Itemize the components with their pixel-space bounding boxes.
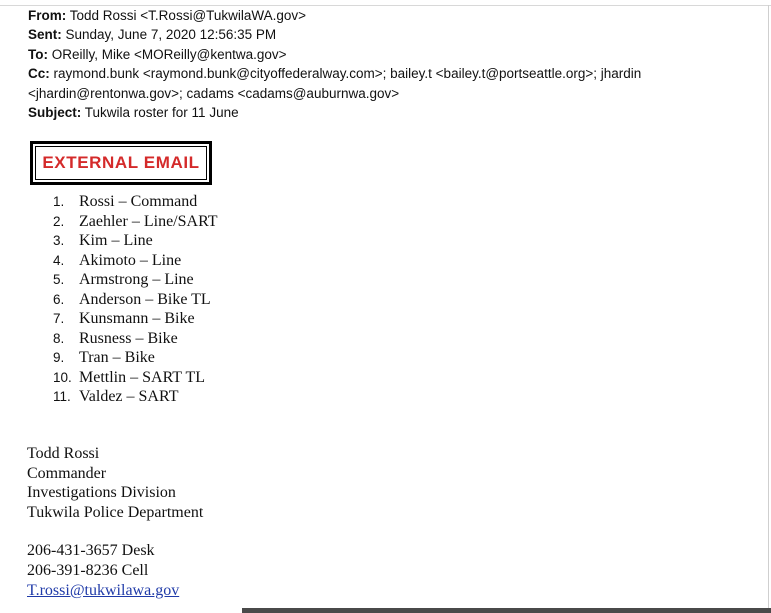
- external-email-banner: [30, 141, 212, 185]
- signature-name: Todd Rossi: [27, 445, 100, 462]
- signature-phone-cell: 206-391-8236 Cell: [27, 561, 149, 579]
- subject-line: [28, 103, 763, 122]
- roster-entry: Rossi – Command: [79, 193, 198, 210]
- signature-title: Commander: [27, 464, 107, 482]
- to-line: [28, 45, 763, 64]
- cc-line: [28, 64, 763, 83]
- roster-entry: Tran – Bike: [79, 349, 155, 366]
- email-header: [28, 6, 763, 122]
- roster-number: 6.: [53, 291, 65, 307]
- sent-label: Sent:: [28, 27, 62, 43]
- roster-number: 11.: [53, 389, 71, 404]
- cc-value-line1: raymond.bunk <raymond.bunk@cityoffederalway.com>; bailey.t <bailey.t@portseattle.org>; jhardin: [53, 66, 642, 82]
- from-value: Todd Rossi <T.Rossi@TukwilaWA.gov>: [69, 8, 307, 23]
- roster-number: 5.: [53, 272, 65, 287]
- roster-entry: Kunsmann – Bike: [79, 310, 195, 327]
- roster-item: [53, 348, 218, 368]
- roster-number: 8.: [53, 330, 65, 346]
- signature-phone-desk: 206-431-3657 Desk: [27, 542, 155, 560]
- roster-item: [53, 309, 218, 329]
- cc-line-continued: [28, 84, 763, 103]
- sent-line: [28, 25, 763, 44]
- sent-value: Sunday, June 7, 2020 12:56:35 PM: [65, 27, 277, 43]
- bottom-scroll-bar: [242, 608, 771, 613]
- roster-item: [53, 251, 218, 271]
- to-label: To:: [28, 46, 48, 62]
- roster-number: 10.: [53, 369, 72, 385]
- subject-label: Subject:: [28, 105, 82, 121]
- roster-entry: Mettlin – SART TL: [79, 368, 206, 386]
- from-label: From:: [28, 8, 67, 23]
- external-email-text: EXTERNAL EMAIL: [42, 153, 200, 172]
- signature-division: Investigations Division: [27, 484, 176, 502]
- signature-spacer: [27, 522, 203, 541]
- roster-item: [53, 329, 218, 349]
- right-divider: [768, 5, 769, 608]
- roster-entry: Rusness – Bike: [79, 329, 178, 347]
- cc-label: Cc:: [28, 66, 50, 82]
- roster-item: [53, 290, 218, 310]
- roster-item: [53, 270, 218, 290]
- subject-value: Tukwila roster for 11 June: [84, 105, 239, 121]
- roster-entry: Akimoto – Line: [79, 251, 182, 269]
- from-line: [28, 6, 763, 25]
- roster-item: [53, 368, 218, 388]
- roster-number: 3.: [53, 233, 65, 248]
- roster-number: 1.: [53, 194, 65, 209]
- signature-block: [27, 444, 203, 600]
- roster-entry: Anderson – Bike TL: [79, 290, 211, 308]
- roster-entry: Kim – Line: [79, 232, 153, 249]
- roster-entry: Zaehler – Line/SART: [79, 212, 218, 230]
- roster-item: [53, 192, 218, 212]
- cc-value-line2: <jhardin@rentonwa.gov>; cadams <cadams@auburnwa.gov>: [28, 85, 400, 101]
- signature-email-link[interactable]: T.rossi@tukwilawa.gov: [27, 581, 180, 599]
- roster-entry: Armstrong – Line: [79, 271, 194, 288]
- roster-number: 7.: [53, 311, 65, 326]
- roster-number: 2.: [53, 213, 65, 229]
- to-value: OReilly, Mike <MOReilly@kentwa.gov>: [51, 46, 287, 62]
- external-email-banner-inner: [35, 146, 207, 180]
- roster-item: [53, 387, 218, 407]
- roster-number: 9.: [53, 350, 65, 365]
- roster-item: [53, 212, 218, 232]
- roster-number: 4.: [53, 252, 65, 268]
- roster-entry: Valdez – SART: [79, 388, 179, 405]
- signature-department: Tukwila Police Department: [27, 503, 204, 521]
- roster-list: [53, 192, 218, 407]
- roster-item: [53, 231, 218, 251]
